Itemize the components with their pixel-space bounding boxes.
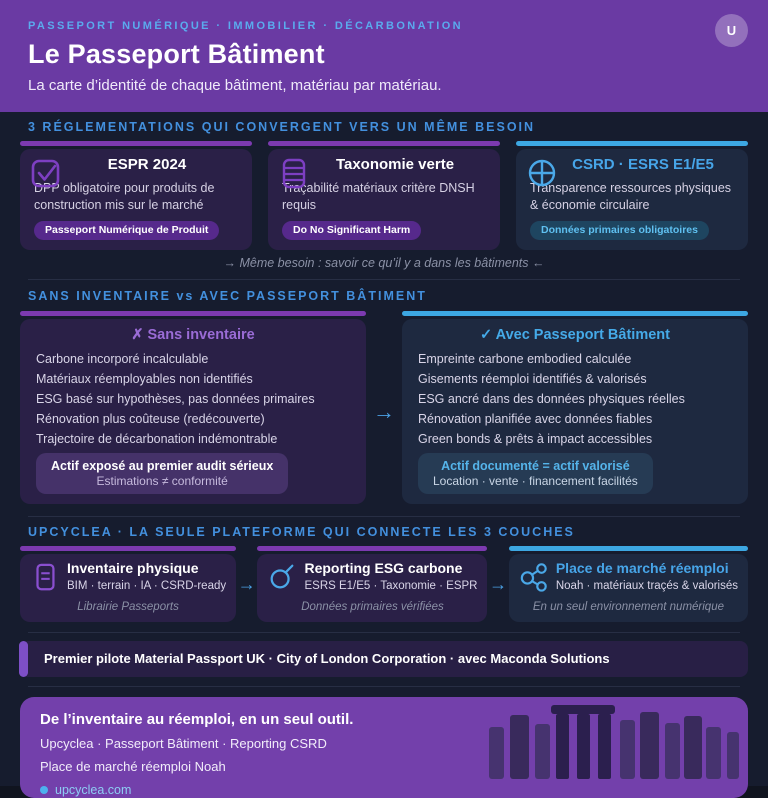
- same-need-note: → Même besoin : savoir ce qu’il y a dans les bâtiments ←: [223, 256, 545, 270]
- list-item: ESG ancré dans des données physiques réelles: [418, 392, 685, 406]
- section2-heading: SANS INVENTAIRE vs AVEC PASSEPORT BÂTIMENT: [28, 289, 427, 303]
- flow-card-head: [519, 560, 738, 594]
- card-sub: BIM · terrain · IA · CSRD-ready: [67, 580, 227, 592]
- card-accent-bar: [20, 546, 236, 551]
- section-divider: [28, 632, 740, 633]
- checkbox-icon: [30, 157, 62, 189]
- city-skyline-graphic: [478, 699, 740, 784]
- flow-card-text: [304, 560, 477, 594]
- section-divider: [28, 516, 740, 517]
- main-content: [0, 120, 768, 798]
- upcyclea-link[interactable]: upcyclea.com: [55, 783, 132, 797]
- regulation-card-body: [268, 149, 500, 250]
- flow-card-inventaire: [20, 546, 236, 622]
- page-title: Le Passeport Bâtiment: [28, 39, 325, 69]
- flow-card-marketplace: [509, 546, 748, 622]
- list-item: Green bonds & prêts à impact accessibles: [418, 432, 653, 446]
- tablet-lines-icon: [30, 562, 60, 592]
- list-item: Rénovation planifiée avec données fiables: [418, 412, 653, 426]
- card-sub: Noah · matériaux traçés & valorisés: [555, 580, 738, 592]
- comparison-row: [20, 311, 748, 504]
- card-accent-bar: [268, 141, 500, 146]
- without-inventory-card: [20, 311, 366, 504]
- without-inventory-body: [20, 319, 366, 504]
- circle-cross-icon: [526, 157, 558, 189]
- card-text: Transparence ressources physiques & économie circulaire: [530, 181, 732, 212]
- card-badge: Do No Significant Harm: [282, 221, 421, 240]
- regulation-cards-row: [20, 141, 748, 250]
- pilot-banner: [20, 641, 748, 677]
- platform-flow-row: [20, 546, 748, 622]
- card-note: Données primaires vérifiées: [301, 601, 444, 613]
- card-title: CSRD · ESRS E1/E5: [572, 156, 714, 173]
- card-text: Traçabilité matériaux critère DNSH requis: [282, 181, 475, 212]
- card-title: ✓ Avec Passeport Bâtiment: [480, 327, 670, 343]
- pilot-accent-bar: [19, 641, 28, 677]
- regulation-card-body: [516, 149, 748, 250]
- value-box-sub: Location · vente · financement facilités: [433, 474, 638, 488]
- list-item: Gisements réemploi identifiés & valorisés: [418, 372, 647, 386]
- header-kicker: PASSEPORT NUMÉRIQUE · IMMOBILIER · DÉCARBONATION: [28, 20, 464, 32]
- footer-link-row: [40, 783, 728, 797]
- card-badge: Données primaires obligatoires: [530, 221, 709, 240]
- arrow-right-icon: →: [237, 573, 256, 594]
- section3-heading: UPCYCLEA · LA SEULE PLATEFORME QUI CONNECTE LES 3 COUCHES: [28, 525, 575, 539]
- card-note: En un seul environnement numérique: [532, 601, 724, 613]
- card-title: Reporting ESG carbone: [304, 560, 463, 576]
- card-title: Taxonomie verte: [335, 156, 455, 173]
- pilot-text: Premier pilote Material Passport UK · City of London Corporation · avec Maconda Solutions: [44, 651, 610, 666]
- flow-card-body: [509, 554, 748, 622]
- flow-card-text: [67, 560, 226, 594]
- card-accent-bar: [20, 141, 252, 146]
- share-network-icon: [519, 562, 549, 592]
- section1-heading: 3 RÉGLEMENTATIONS QUI CONVERGENT VERS UN MÊME BESOIN: [28, 120, 536, 134]
- card-note: Librairie Passeports: [77, 601, 179, 613]
- card-title: ESPR 2024: [107, 156, 187, 173]
- card-accent-bar: [402, 311, 748, 316]
- drawbacks-list: [20, 351, 366, 447]
- card-title: ✗ Sans inventaire: [131, 327, 255, 343]
- bullet-dot-icon: [40, 786, 48, 794]
- regulation-card-taxonomie: [268, 141, 500, 250]
- document-lines-icon: [278, 157, 310, 189]
- risk-box-wrap: [20, 451, 366, 494]
- footer-card: [20, 697, 748, 798]
- flow-card-head: [30, 560, 226, 594]
- arrow-right-icon: →: [373, 398, 395, 424]
- risk-box: [36, 453, 288, 494]
- with-passport-card: [402, 311, 748, 504]
- card-title: Inventaire physique: [67, 560, 199, 576]
- footer-title: De l’inventaire au réemploi, en un seul outil.: [40, 711, 354, 728]
- flow-card-text: [556, 560, 738, 594]
- regulation-card-csrd: [516, 141, 748, 250]
- page-subtitle: La carte d’identité de chaque bâtiment, matériau par matériau.: [28, 77, 442, 94]
- list-item: Matériaux réemployables non identifiés: [36, 372, 253, 386]
- value-box-wrap: [402, 451, 748, 494]
- section-divider: [28, 279, 740, 280]
- list-item: Carbone incorporé incalculable: [36, 352, 209, 366]
- value-box-title: Actif documenté = actif valorisé: [441, 459, 630, 473]
- regulation-card-body: [20, 149, 252, 250]
- regulation-card-espr: [20, 141, 252, 250]
- list-item: Trajectoire de décarbonation indémontrable: [36, 432, 278, 446]
- risk-box-sub: Estimations ≠ conformité: [96, 474, 228, 488]
- footer-line-1: Upcyclea · Passeport Bâtiment · Reporting CSRD: [40, 736, 327, 751]
- flow-card-body: [20, 554, 236, 622]
- arrow-right-icon: →: [489, 573, 508, 594]
- card-title: Place de marché réemploi: [555, 560, 729, 576]
- flow-card-head: [267, 560, 477, 594]
- list-item: Rénovation plus coûteuse (redécouverte): [36, 412, 265, 426]
- value-box: [418, 453, 653, 494]
- risk-box-title: Actif exposé au premier audit sérieux: [51, 459, 274, 473]
- card-text: DPP obligatoire pour produits de construction mis sur le marché: [34, 181, 215, 212]
- card-accent-bar: [509, 546, 748, 551]
- card-accent-bar: [20, 311, 366, 316]
- flow-card-reporting: [257, 546, 487, 622]
- list-item: ESG basé sur hypothèses, pas données primaires: [36, 392, 315, 406]
- list-item: Empreinte carbone embodied calculée: [418, 352, 632, 366]
- ring-gauge-icon: [267, 562, 297, 592]
- header: [0, 0, 768, 112]
- footer-line-2: Place de marché réemploi Noah: [40, 759, 226, 774]
- card-accent-bar: [257, 546, 487, 551]
- section-divider: [28, 686, 740, 687]
- with-passport-body: [402, 319, 748, 504]
- flow-card-body: [257, 554, 487, 622]
- benefits-list: [402, 351, 748, 447]
- upcyclea-logo: U: [715, 14, 748, 47]
- card-badge: Passeport Numérique de Produit: [34, 221, 219, 240]
- card-sub: ESRS E1/E5 · Taxonomie · ESPR: [304, 580, 478, 592]
- card-accent-bar: [516, 141, 748, 146]
